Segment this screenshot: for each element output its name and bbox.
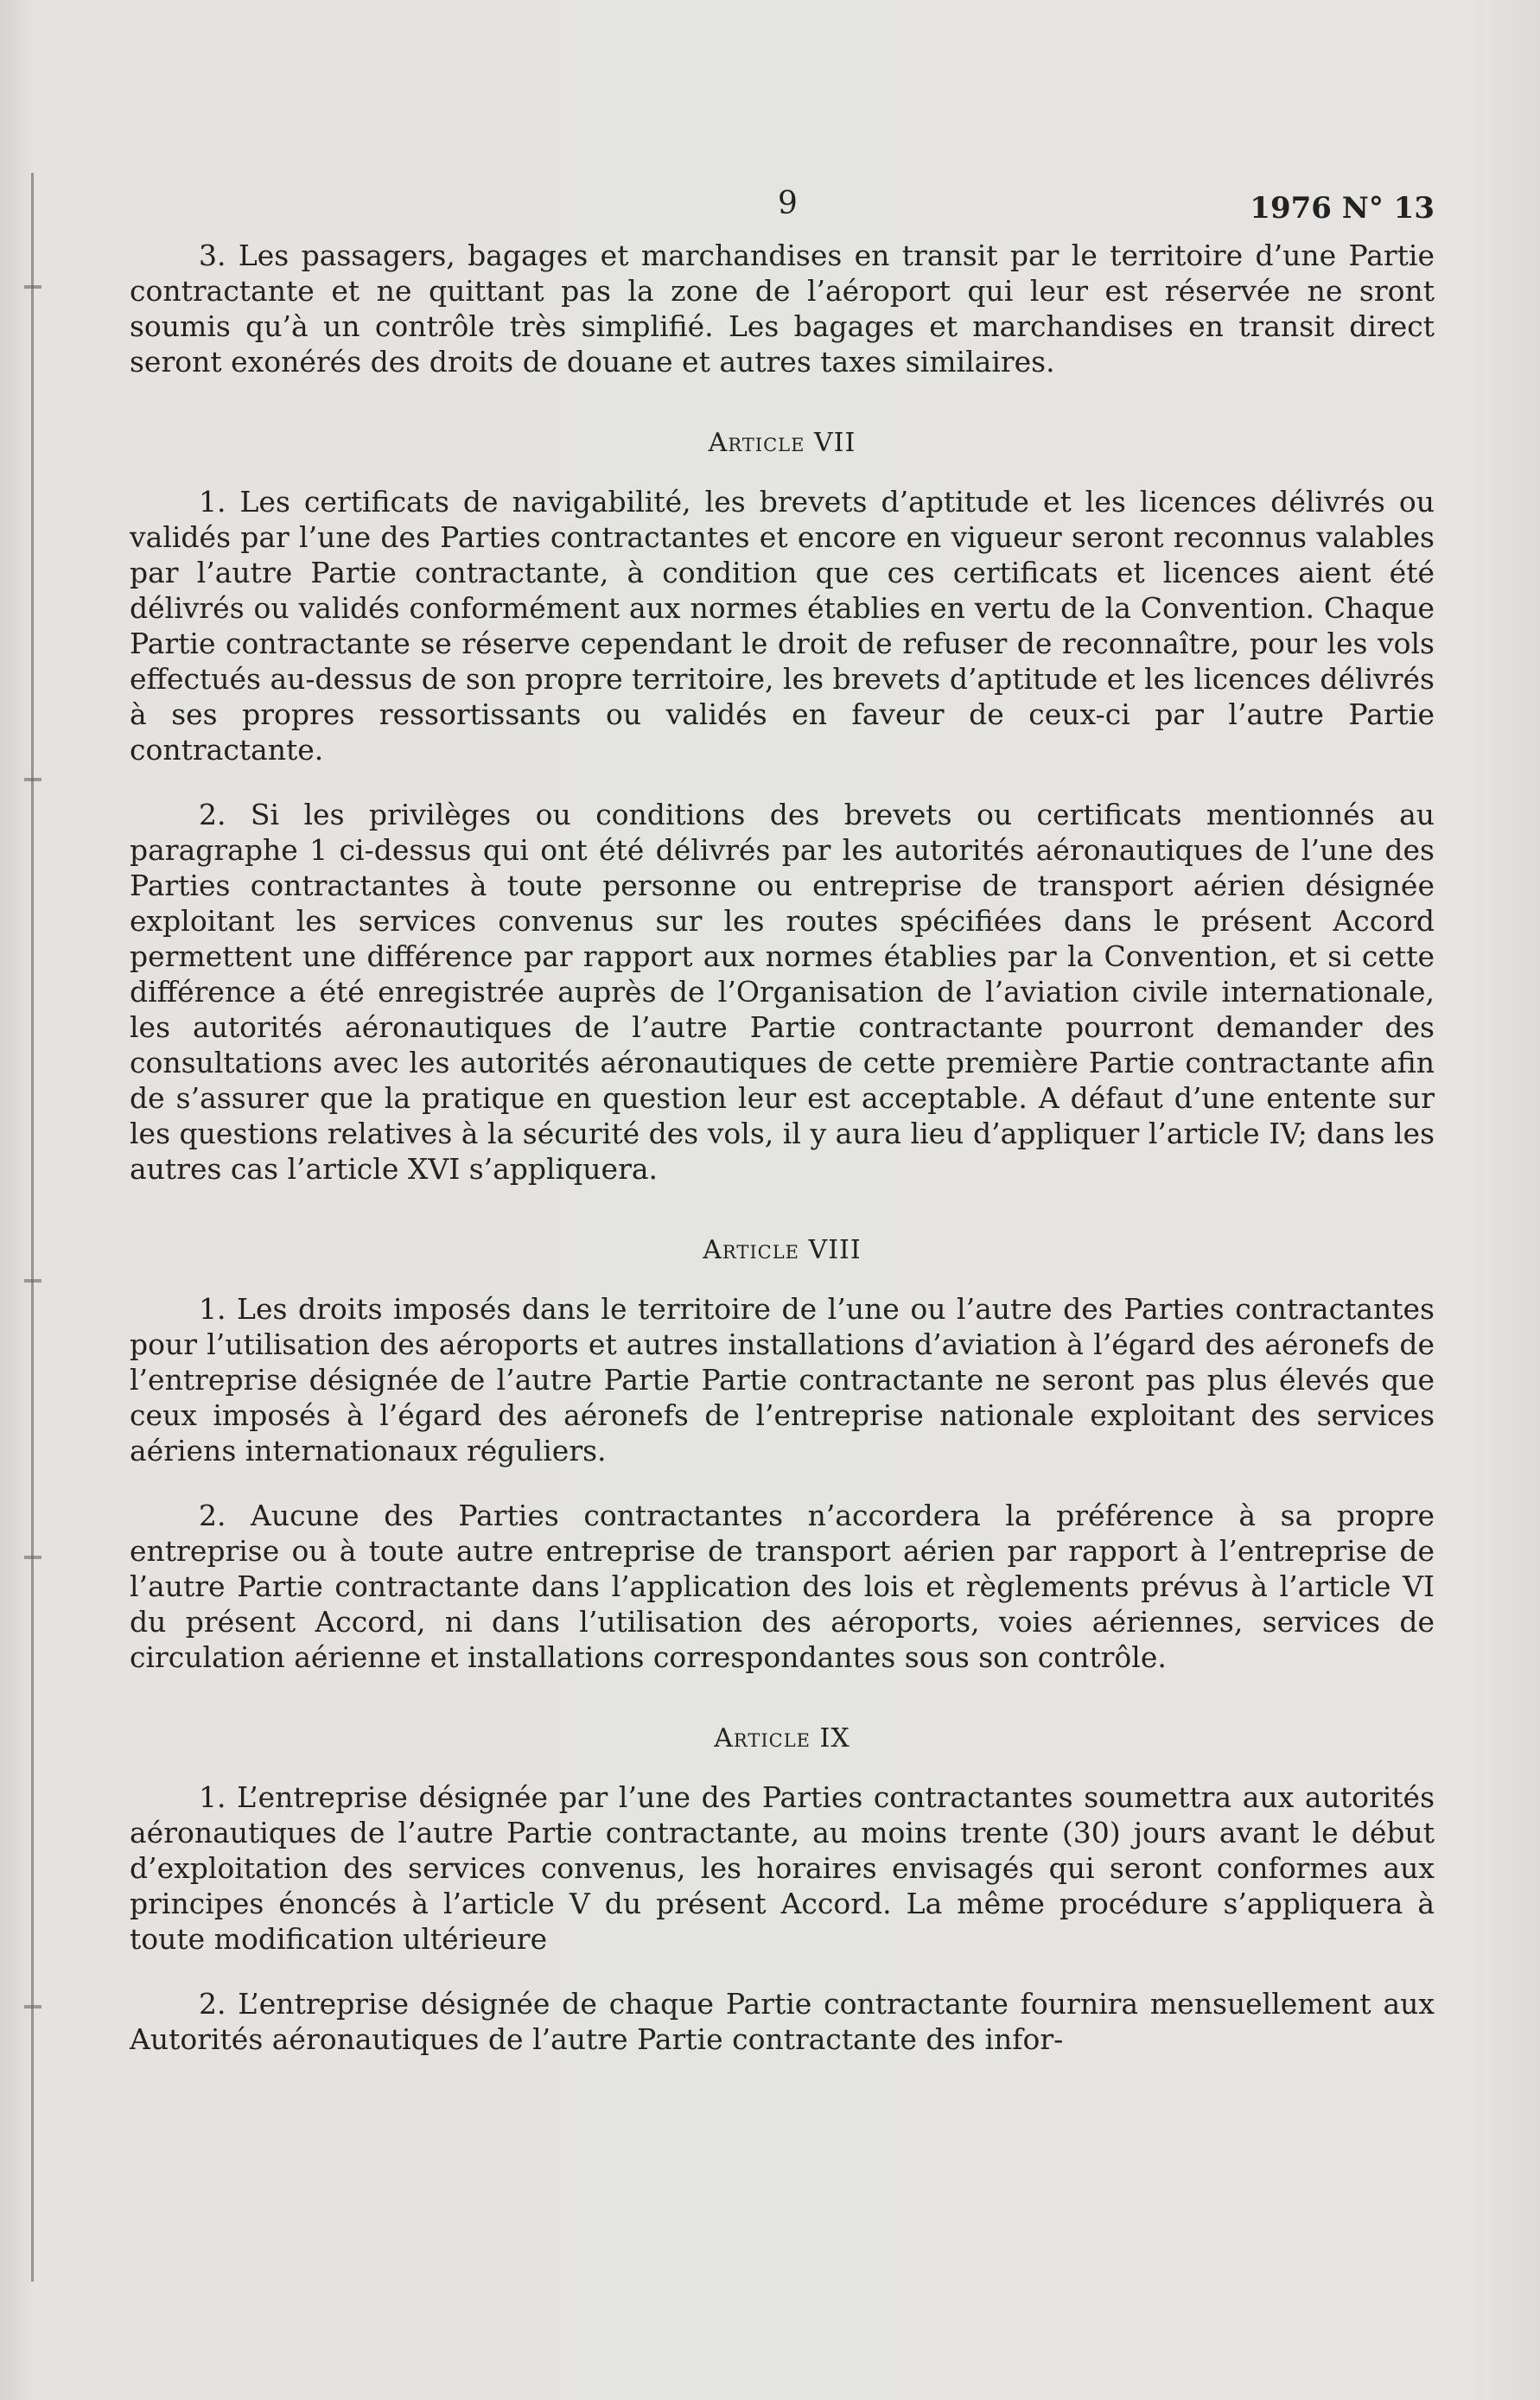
binding-edge bbox=[31, 173, 39, 2282]
article-heading-vii: Article VII bbox=[708, 428, 856, 458]
journal-issue: 1976 N° 13 bbox=[1250, 191, 1435, 226]
paragraph-ix-2: 2. L’entreprise désignée de chaque Partie contractante fournira mensuellement aux Autorités aéronautiques de l’autre Partie contractante des infor- bbox=[130, 1987, 1435, 2056]
page-header bbox=[130, 186, 1435, 238]
paragraph-viii-1: 1. Les droits imposés dans le territoire de l’une ou l’autre des Parties contractantes pour l’utilisation des aéroports et autres installations d’aviation à l’égard des aéronefs de l’entreprise désignée de l’autre Partie Partie contractante ne seront pas plus élevés que ceux imposés à l’égard des aéronefs de l’entreprise nationale exploitant des services aériens internationaux réguliers. bbox=[130, 1292, 1435, 1467]
paragraph-vii-1: 1. Les certificats de navigabilité, les brevets d’aptitude et les licences délivrés ou validés par l’une des Parties contractantes et encore en vigueur seront reconnus valables par l’autre Partie contractante, à condition que ces certificats et licences aient été délivrés ou validés conformément aux normes établies en vertu de la Convention. Chaque Partie contractante se réserve cependant le droit de refuser de reconnaître, pour les vols effectués au-dessus de son propre territoire, les brevets d’aptitude et les licences délivrés à ses propres ressortissants ou validés en faveur de ceux-ci par l’autre Partie contractante. bbox=[130, 485, 1435, 767]
binding-staple bbox=[24, 285, 41, 289]
binding-staple bbox=[24, 1279, 41, 1283]
binding-staple bbox=[24, 778, 41, 781]
paragraph-vii-2: 2. Si les privilèges ou conditions des brevets ou certificats mentionnés au paragraphe 1 ci-dessus qui ont été délivrés par les autorités aéronautiques de l’une des Parties contractantes à toute personne ou entreprise de transport aérien désignée exploitant les services convenus sur les routes spécifiées dans le présent Accord permettent une différence par rapport aux normes établies par la Convention, et si cette différence a été enregistrée auprès de l’Organisation de l’aviation civile internationale, les autorités aéronautiques de l’autre Partie contractante pourront demander des consultations avec les autorités aéronautiques de cette première Partie contractante afin de s’assurer que la pratique en question leur est acceptable. A défaut d’une entente sur les questions relatives à la sécurité des vols, il y aura lieu d’appliquer l’article IV; dans les autres cas l’article XVI s’appliquera. bbox=[130, 798, 1435, 1186]
page-number: 9 bbox=[778, 186, 798, 221]
article-heading-viii: Article VIII bbox=[703, 1235, 862, 1265]
article-heading-ix: Article IX bbox=[714, 1723, 850, 1754]
binding-staple bbox=[24, 2005, 41, 2008]
binding-staple bbox=[24, 1556, 41, 1559]
paragraph-viii-2: 2. Aucune des Parties contractantes n’accordera la préférence à sa propre entreprise ou à toute autre entreprise de transport aérien par rapport à l’entreprise de l’autre Partie contractante dans l’application des lois et règlements prévus à l’article VI du présent Accord, ni dans l’utilisation des aéroports, voies aériennes, services de circulation aérienne et installations correspondantes sous son contrôle. bbox=[130, 1499, 1435, 1674]
paragraph-vi-3: 3. Les passagers, bagages et marchandises en transit par le territoire d’une Partie contractante et ne quittant pas la zone de l’aéroport qui leur est réservée ne sront soumis qu’à un contrôle très simplifié. Les bagages et marchandises en transit direct seront exonérés des droits de douane et autres taxes similaires. bbox=[130, 239, 1435, 379]
paragraph-ix-1: 1. L’entreprise désignée par l’une des Parties contractantes soumettra aux autorités aéronautiques de l’autre Partie contractante, au moins trente (30) jours avant le début d’exploitation des services convenus, les horaires envisagés qui seront conformes aux principes énoncés à l’article V du présent Accord. La même procédure s’appliquera à toute modification ultérieure bbox=[130, 1780, 1435, 1956]
page-content bbox=[130, 186, 1435, 2086]
